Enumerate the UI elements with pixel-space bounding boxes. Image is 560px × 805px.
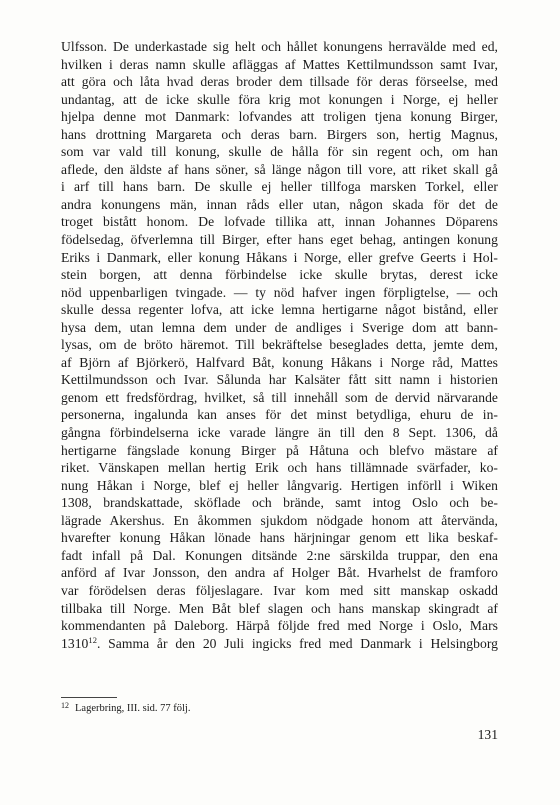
text-line: nöd uppenbarligen tvingade. — ty nöd hafver ingen förpligtelse, — och	[61, 284, 498, 300]
text-line: af Björn af Björkerö, Halfvard Båt, konung Håkans i Norge råd, Mattes	[61, 354, 498, 370]
text-line: troget bistått honom. De lofvade tillika att, innan Johannes Döparens	[61, 214, 498, 230]
text-line: gångna förbindelserna icke varade längre än till den 8 Sept. 1306, då	[61, 425, 498, 441]
text-line	[61, 635, 498, 653]
page-number: 131	[477, 727, 498, 742]
text-line: lägrade Akershus. En åkommen sjukdom nödgade honom att återvända,	[61, 512, 498, 528]
text-line: riket. Vänskapen mellan hertig Erik och hans tillämnade svärfader, ko-	[61, 460, 498, 476]
footnote-text: Lagerbring, III. sid. 77 följ.	[75, 703, 191, 714]
text-fragment: 1310	[61, 635, 89, 651]
text-line: som var vald till konung, skulle de hålla för sin regent och, om han	[61, 144, 498, 160]
text-line: undantag, att de icke skulle föra krig mot konungen i Norge, ej heller	[61, 91, 498, 107]
text-line: Eriks i Danmark, eller konung Håkans i Norge, eller grefve Geerts i Hol-	[61, 249, 498, 265]
text-line: att göra och låta hvad deras broder dem tillsade för deras förseelse, med	[61, 74, 498, 90]
text-line: hvarefter konung Håkan lönade hans härjningar genom ett lika beskaf-	[61, 530, 498, 546]
footnote	[61, 699, 190, 715]
text-line: hvilken i deras namn skulle afläggas af Mattes Kettilmundsson samt Ivar,	[61, 56, 498, 72]
text-fragment: . Samma år den 20 Juli ingicks fred med Danmark i Helsingborg	[97, 635, 498, 651]
text-line: hjelpa denne mot Danmark: lofvandes att troligen tjena konung Birger,	[61, 109, 498, 125]
text-line: nung Håkan i Norge, blef ej heller långvarig. Hertigen införll i Wiken	[61, 477, 498, 493]
text-line: anförd af Ivar Jonsson, den andra af Holger Båt. Hvarhelst de framforo	[61, 565, 498, 581]
text-line: personerna, ingalunda kan anses för det minst betydliga, ehuru de in-	[61, 407, 498, 423]
text-line: Ulfsson. De underkastade sig helt och hållet konungens herravälde med ed,	[61, 39, 498, 54]
text-line: födelsedag, öfverlemna till Birger, efter hans eget behag, antingen konung	[61, 232, 498, 248]
text-line: aflede, den äldste af hans söner, så länge någon till vore, att riket skall gå	[61, 161, 498, 177]
text-line: tillbaka till Norge. Men Båt blef slagen och hans manskap skingradt af	[61, 600, 498, 616]
footnote-divider	[61, 697, 117, 698]
text-line: Kettilmundsson och Ivar. Sålunda har Kalsäter fått sitt namn i historien	[61, 372, 498, 388]
footnote-number: 12	[61, 701, 69, 710]
footnote-reference: 12	[88, 634, 97, 645]
text-line: genom ett fredsfördrag, hvilket, så till innehåll som de dervid närvarande	[61, 389, 498, 405]
text-line: hertigarne fängslade konung Birger på Håtuna och blefvo mästare af	[61, 442, 498, 458]
text-line: fadt infall på Dal. Konungen ditsände 2:ne särskilda truppar, den ena	[61, 547, 498, 563]
text-line: hans drottning Margareta och deras barn. Birgers son, hertig Magnus,	[61, 126, 498, 142]
text-line: var förödelsen deras följeslagare. Ivar kom med sitt manskap oskadd	[61, 582, 498, 598]
body-text	[61, 38, 498, 652]
text-line: i arf till hans barn. De skulle ej heller tillfoga marsken Torkel, eller	[61, 179, 498, 195]
text-line: stein borgen, att denna förbindelse icke skulle brytas, derest icke	[61, 267, 498, 283]
text-line: lysas, om de bröto häremot. Till bekräftelse beseglades detta, jemte dem,	[61, 337, 498, 353]
text-line: 1308, brandskattade, sköflade och brände, samt intog Oslo och be-	[61, 495, 498, 511]
text-line: kommendanten på Daleborg. Härpå följde fred med Norge i Oslo, Mars	[61, 618, 498, 634]
text-line: skulle dessa regenter lofva, att icke lemna hertigarne något bistånd, eller	[61, 302, 498, 318]
text-line: andra konungens män, innan råds eller utan, någon skada för det de	[61, 196, 498, 212]
text-line: hysa dem, utan lemna dem under de andliges i Sverige dom att bann-	[61, 319, 498, 335]
